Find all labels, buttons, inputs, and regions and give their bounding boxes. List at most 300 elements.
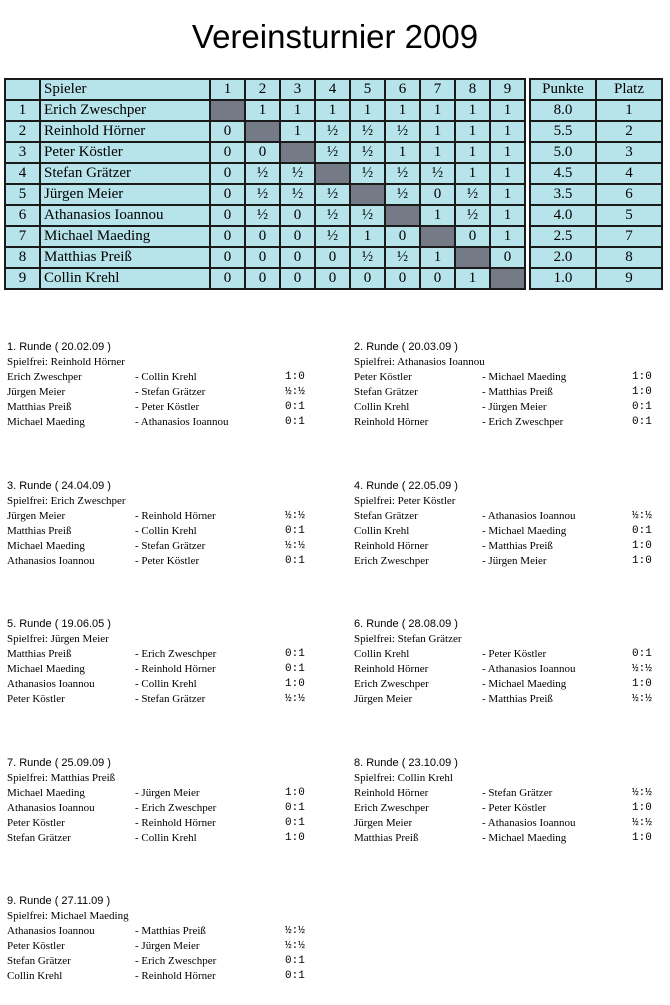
player-name: Reinhold Hörner xyxy=(40,121,210,142)
white-player: Erich Zweschper xyxy=(7,371,82,383)
result-cell: ½ xyxy=(245,205,280,226)
result-cell: 1 xyxy=(245,100,280,121)
game-result: 1:0 xyxy=(632,554,652,567)
header-col-4: 4 xyxy=(315,79,350,100)
table-row xyxy=(5,247,662,268)
result-cell: ½ xyxy=(455,184,490,205)
player-name: Stefan Grätzer xyxy=(40,163,210,184)
black-player: - Collin Krehl xyxy=(135,831,197,844)
black-player: - Michael Maeding xyxy=(482,371,567,383)
white-player: Athanasios Ioannou xyxy=(7,801,95,814)
game-row xyxy=(7,787,307,802)
black-player: - Matthias Preiß xyxy=(135,925,206,937)
game-row xyxy=(7,925,307,940)
round-bye: Spielfrei: Matthias Preiß xyxy=(7,771,116,784)
diagonal-cell xyxy=(210,100,245,121)
game-result: ½:½ xyxy=(285,509,305,522)
result-cell: ½ xyxy=(350,121,385,142)
result-cell: 1 xyxy=(420,142,455,163)
game-result: 0:1 xyxy=(285,554,305,567)
points-cell: 4.5 xyxy=(530,163,596,184)
game-row xyxy=(354,663,654,678)
result-cell: 1 xyxy=(490,205,525,226)
game-row xyxy=(7,940,307,955)
round-header: 4. Runde ( 22.05.09 ) xyxy=(354,479,458,492)
black-player: - Michael Maeding xyxy=(482,524,567,537)
result-cell: 1 xyxy=(350,226,385,247)
round-bye: Spielfrei: Michael Maeding xyxy=(7,910,129,922)
white-player: Reinhold Hörner xyxy=(354,539,429,552)
table-row xyxy=(5,100,662,121)
header-col-2: 2 xyxy=(245,79,280,100)
game-row xyxy=(7,678,307,693)
game-result: 0:1 xyxy=(285,648,305,660)
result-cell: 0 xyxy=(280,268,315,289)
result-cell: 0 xyxy=(420,268,455,289)
header-punkte: Punkte xyxy=(530,79,596,100)
game-row xyxy=(354,401,654,416)
game-result: 0:1 xyxy=(632,401,652,413)
black-player: - Matthias Preiß xyxy=(482,693,553,705)
black-player: - Erich Zweschper xyxy=(135,955,217,967)
white-player: Stefan Grätzer xyxy=(7,831,71,844)
game-row xyxy=(7,817,307,832)
black-player: - Reinhold Hörner xyxy=(135,970,216,982)
game-result: 0:1 xyxy=(632,416,652,428)
result-cell: 1 xyxy=(385,142,420,163)
table-row xyxy=(5,121,662,142)
black-player: - Reinhold Hörner xyxy=(135,663,216,675)
white-player: Jürgen Meier xyxy=(7,386,66,398)
black-player: - Stefan Grätzer xyxy=(135,693,206,705)
result-cell: ½ xyxy=(455,205,490,226)
points-cell: 2.5 xyxy=(530,226,596,247)
round-header: 3. Runde ( 24.04.09 ) xyxy=(7,479,111,492)
result-cell: 0 xyxy=(455,226,490,247)
black-player: - Matthias Preiß xyxy=(482,386,553,398)
header-nr-cell xyxy=(5,79,40,100)
round-bye: Spielfrei: Stefan Grätzer xyxy=(354,633,462,645)
round-bye: Spielfrei: Athanasios Ioannou xyxy=(354,356,485,368)
game-row xyxy=(7,955,307,970)
game-result: 0:1 xyxy=(285,416,305,428)
black-player: - Jürgen Meier xyxy=(482,401,547,413)
result-cell: 1 xyxy=(420,247,455,268)
result-cell: ½ xyxy=(350,163,385,184)
white-player: Collin Krehl xyxy=(354,524,410,537)
black-player: - Jürgen Meier xyxy=(135,940,200,952)
result-cell: 0 xyxy=(210,121,245,142)
game-result: 1:0 xyxy=(632,386,652,398)
diagonal-cell xyxy=(490,268,525,289)
white-player: Reinhold Hörner xyxy=(354,663,429,675)
game-row xyxy=(7,648,307,663)
result-cell: 1 xyxy=(315,100,350,121)
result-cell: 0 xyxy=(245,268,280,289)
black-player: - Peter Köstler xyxy=(135,401,200,413)
result-cell: 1 xyxy=(490,184,525,205)
player-number: 1 xyxy=(5,100,40,121)
diagonal-cell xyxy=(280,142,315,163)
white-player: Peter Köstler xyxy=(7,816,65,829)
game-result: 1:0 xyxy=(632,678,652,690)
round-header: 1. Runde ( 20.02.09 ) xyxy=(7,341,111,353)
player-name: Jürgen Meier xyxy=(40,184,210,205)
game-result: 0:1 xyxy=(285,970,305,982)
rank-cell: 9 xyxy=(596,268,662,289)
white-player: Matthias Preiß xyxy=(7,524,72,537)
game-row xyxy=(354,832,654,847)
game-result: ½:½ xyxy=(632,693,652,705)
game-result: ½:½ xyxy=(285,693,305,705)
white-player: Jürgen Meier xyxy=(7,509,66,522)
result-cell: 1 xyxy=(490,226,525,247)
game-row xyxy=(354,678,654,693)
header-col-7: 7 xyxy=(420,79,455,100)
round-bye: Spielfrei: Erich Zweschper xyxy=(7,494,126,507)
white-player: Jürgen Meier xyxy=(354,693,413,705)
game-result: ½:½ xyxy=(632,509,652,522)
round-header: 7. Runde ( 25.09.09 ) xyxy=(7,756,111,769)
diagonal-cell xyxy=(315,163,350,184)
game-row xyxy=(7,555,307,570)
result-cell: ½ xyxy=(315,142,350,163)
white-player: Stefan Grätzer xyxy=(354,386,418,398)
game-row xyxy=(354,386,654,401)
black-player: - Jürgen Meier xyxy=(482,554,547,567)
result-cell: 0 xyxy=(420,184,455,205)
result-cell: 0 xyxy=(385,268,420,289)
white-player: Erich Zweschper xyxy=(354,554,429,567)
game-row xyxy=(7,525,307,540)
result-cell: 0 xyxy=(210,163,245,184)
black-player: - Erich Zweschper xyxy=(482,416,564,428)
points-cell: 5.5 xyxy=(530,121,596,142)
result-cell: 0 xyxy=(280,226,315,247)
player-number: 9 xyxy=(5,268,40,289)
game-result: ½:½ xyxy=(632,816,652,829)
result-cell: ½ xyxy=(315,121,350,142)
result-cell: 1 xyxy=(455,100,490,121)
player-name: Erich Zweschper xyxy=(40,100,210,121)
result-cell: 1 xyxy=(420,121,455,142)
black-player: - Michael Maeding xyxy=(482,678,567,690)
white-player: Matthias Preiß xyxy=(7,401,72,413)
game-row xyxy=(354,525,654,540)
white-player: Reinhold Hörner xyxy=(354,416,429,428)
result-cell: ½ xyxy=(350,142,385,163)
game-row xyxy=(354,648,654,663)
round-bye: Spielfrei: Jürgen Meier xyxy=(7,633,109,645)
white-player: Michael Maeding xyxy=(7,663,85,675)
table-row xyxy=(5,268,662,289)
black-player: - Collin Krehl xyxy=(135,678,197,690)
result-cell: ½ xyxy=(280,184,315,205)
result-cell: 1 xyxy=(490,142,525,163)
player-number: 6 xyxy=(5,205,40,226)
round-header: 6. Runde ( 28.08.09 ) xyxy=(354,618,458,630)
result-cell: ½ xyxy=(385,184,420,205)
game-result: 1:0 xyxy=(632,371,652,383)
black-player: - Collin Krehl xyxy=(135,371,197,383)
points-cell: 1.0 xyxy=(530,268,596,289)
round-header: 9. Runde ( 27.11.09 ) xyxy=(7,895,111,907)
white-player: Michael Maeding xyxy=(7,786,85,799)
result-cell: 0 xyxy=(315,247,350,268)
game-result: 1:0 xyxy=(632,539,652,552)
black-player: - Reinhold Hörner xyxy=(135,816,216,829)
result-cell: ½ xyxy=(315,226,350,247)
black-player: - Erich Zweschper xyxy=(135,648,217,660)
table-row xyxy=(5,205,662,226)
result-cell: 0 xyxy=(280,205,315,226)
game-row xyxy=(354,540,654,555)
result-cell: 0 xyxy=(350,268,385,289)
white-player: Erich Zweschper xyxy=(354,678,429,690)
black-player: - Athanasios Ioannou xyxy=(135,416,229,428)
game-row xyxy=(7,663,307,678)
result-cell: 1 xyxy=(455,163,490,184)
white-player: Peter Köstler xyxy=(7,693,65,705)
game-result: 1:0 xyxy=(632,831,652,844)
game-result: ½:½ xyxy=(285,386,305,398)
game-row xyxy=(354,510,654,525)
game-row xyxy=(354,802,654,817)
table-row xyxy=(5,184,662,205)
game-row xyxy=(7,693,307,708)
white-player: Jürgen Meier xyxy=(354,816,413,829)
result-cell: 1 xyxy=(280,100,315,121)
black-player: - Peter Köstler xyxy=(482,801,547,814)
result-cell: ½ xyxy=(350,205,385,226)
white-player: Peter Köstler xyxy=(7,940,65,952)
black-player: - Matthias Preiß xyxy=(482,539,553,552)
result-cell: 0 xyxy=(280,247,315,268)
game-result: 0:1 xyxy=(632,524,652,537)
result-cell: 1 xyxy=(490,163,525,184)
game-result: 1:0 xyxy=(285,678,305,690)
game-row xyxy=(354,416,654,431)
header-col-8: 8 xyxy=(455,79,490,100)
result-cell: 0 xyxy=(245,142,280,163)
game-row xyxy=(7,832,307,847)
round-bye: Spielfrei: Collin Krehl xyxy=(354,771,453,784)
white-player: Collin Krehl xyxy=(7,970,63,982)
rank-cell: 4 xyxy=(596,163,662,184)
player-number: 3 xyxy=(5,142,40,163)
white-player: Reinhold Hörner xyxy=(354,786,429,799)
points-cell: 5.0 xyxy=(530,142,596,163)
header-col-5: 5 xyxy=(350,79,385,100)
result-cell: ½ xyxy=(350,247,385,268)
black-player: - Michael Maeding xyxy=(482,831,567,844)
result-cell: ½ xyxy=(385,163,420,184)
player-name: Michael Maeding xyxy=(40,226,210,247)
round-bye: Spielfrei: Reinhold Hörner xyxy=(7,356,125,368)
game-row xyxy=(354,371,654,386)
result-cell: 1 xyxy=(490,121,525,142)
result-cell: 0 xyxy=(385,226,420,247)
rank-cell: 3 xyxy=(596,142,662,163)
player-number: 7 xyxy=(5,226,40,247)
diagonal-cell xyxy=(245,121,280,142)
game-result: ½:½ xyxy=(632,786,652,799)
game-row xyxy=(7,416,307,431)
rank-cell: 1 xyxy=(596,100,662,121)
result-cell: ½ xyxy=(420,163,455,184)
rank-cell: 2 xyxy=(596,121,662,142)
player-name: Athanasios Ioannou xyxy=(40,205,210,226)
rank-cell: 8 xyxy=(596,247,662,268)
black-player: - Jürgen Meier xyxy=(135,786,200,799)
player-name: Matthias Preiß xyxy=(40,247,210,268)
points-cell: 4.0 xyxy=(530,205,596,226)
result-cell: 1 xyxy=(420,100,455,121)
result-cell: 0 xyxy=(210,268,245,289)
white-player: Peter Köstler xyxy=(354,371,412,383)
result-cell: 1 xyxy=(420,205,455,226)
black-player: - Reinhold Hörner xyxy=(135,509,216,522)
game-result: 0:1 xyxy=(285,663,305,675)
game-result: 1:0 xyxy=(285,786,305,799)
result-cell: ½ xyxy=(245,163,280,184)
result-cell: ½ xyxy=(280,163,315,184)
black-player: - Athanasios Ioannou xyxy=(482,663,576,675)
black-player: - Athanasios Ioannou xyxy=(482,509,576,522)
game-result: 0:1 xyxy=(285,955,305,967)
black-player: - Stefan Grätzer xyxy=(135,386,206,398)
result-cell: 0 xyxy=(210,247,245,268)
player-name: Collin Krehl xyxy=(40,268,210,289)
game-result: ½:½ xyxy=(285,539,305,552)
round-header: 8. Runde ( 23.10.09 ) xyxy=(354,756,458,769)
game-row xyxy=(354,693,654,708)
crosstable-header-row xyxy=(5,79,662,100)
game-result: 1:0 xyxy=(632,801,652,814)
black-player: - Stefan Grätzer xyxy=(135,539,206,552)
result-cell: 1 xyxy=(455,142,490,163)
white-player: Athanasios Ioannou xyxy=(7,554,95,567)
result-cell: ½ xyxy=(245,184,280,205)
game-row xyxy=(354,555,654,570)
white-player: Michael Maeding xyxy=(7,416,85,428)
white-player: Matthias Preiß xyxy=(7,648,72,660)
game-result: ½:½ xyxy=(285,925,305,937)
black-player: - Peter Köstler xyxy=(135,554,200,567)
game-result: 0:1 xyxy=(285,401,305,413)
result-cell: 1 xyxy=(455,121,490,142)
game-result: 1:0 xyxy=(285,831,305,844)
result-cell: 0 xyxy=(490,247,525,268)
header-col-3: 3 xyxy=(280,79,315,100)
result-cell: 1 xyxy=(490,100,525,121)
table-row xyxy=(5,163,662,184)
result-cell: 1 xyxy=(280,121,315,142)
points-cell: 8.0 xyxy=(530,100,596,121)
game-row xyxy=(354,817,654,832)
black-player: - Peter Köstler xyxy=(482,648,547,660)
result-cell: ½ xyxy=(315,205,350,226)
table-row xyxy=(5,226,662,247)
game-result: 1:0 xyxy=(285,371,305,383)
round-header: 5. Runde ( 19.06.05 ) xyxy=(7,618,111,630)
white-player: Collin Krehl xyxy=(354,401,410,413)
table-row xyxy=(5,142,662,163)
white-player: Stefan Grätzer xyxy=(354,509,418,522)
result-cell: 1 xyxy=(350,100,385,121)
crosstable xyxy=(4,78,663,290)
result-cell: 0 xyxy=(210,184,245,205)
result-cell: ½ xyxy=(315,184,350,205)
result-cell: 1 xyxy=(385,100,420,121)
game-row xyxy=(354,787,654,802)
result-cell: 0 xyxy=(210,142,245,163)
round-bye: Spielfrei: Peter Köstler xyxy=(354,494,456,507)
header-col-1: 1 xyxy=(210,79,245,100)
white-player: Erich Zweschper xyxy=(354,801,429,814)
rank-cell: 6 xyxy=(596,184,662,205)
game-result: 0:1 xyxy=(285,801,305,814)
game-row xyxy=(7,970,307,985)
game-result: 0:1 xyxy=(285,816,305,829)
points-cell: 2.0 xyxy=(530,247,596,268)
player-number: 5 xyxy=(5,184,40,205)
diagonal-cell xyxy=(455,247,490,268)
game-result: ½:½ xyxy=(285,940,305,952)
black-player: - Collin Krehl xyxy=(135,524,197,537)
player-name: Peter Köstler xyxy=(40,142,210,163)
game-row xyxy=(7,802,307,817)
page-title: Vereinsturnier 2009 xyxy=(191,18,479,55)
header-col-9: 9 xyxy=(490,79,525,100)
result-cell: 0 xyxy=(245,247,280,268)
points-cell: 3.5 xyxy=(530,184,596,205)
player-number: 8 xyxy=(5,247,40,268)
player-number: 2 xyxy=(5,121,40,142)
white-player: Michael Maeding xyxy=(7,539,85,552)
game-row xyxy=(7,386,307,401)
game-result: 0:1 xyxy=(285,524,305,537)
white-player: Stefan Grätzer xyxy=(7,955,71,967)
result-cell: 0 xyxy=(210,205,245,226)
game-row xyxy=(7,540,307,555)
game-row xyxy=(7,371,307,386)
result-cell: 0 xyxy=(210,226,245,247)
black-player: - Athanasios Ioannou xyxy=(482,816,576,829)
white-player: Collin Krehl xyxy=(354,648,410,660)
player-number: 4 xyxy=(5,163,40,184)
game-result: ½:½ xyxy=(632,663,652,675)
result-cell: 0 xyxy=(245,226,280,247)
white-player: Matthias Preiß xyxy=(354,831,419,844)
diagonal-cell xyxy=(420,226,455,247)
diagonal-cell xyxy=(385,205,420,226)
result-cell: 0 xyxy=(315,268,350,289)
header-platz: Platz xyxy=(596,79,662,100)
diagonal-cell xyxy=(350,184,385,205)
game-row xyxy=(7,510,307,525)
game-result: 0:1 xyxy=(632,648,652,660)
black-player: - Erich Zweschper xyxy=(135,801,217,814)
result-cell: ½ xyxy=(385,247,420,268)
header-spieler: Spieler xyxy=(40,79,210,100)
result-cell: 1 xyxy=(455,268,490,289)
header-col-6: 6 xyxy=(385,79,420,100)
rank-cell: 5 xyxy=(596,205,662,226)
game-row xyxy=(7,401,307,416)
black-player: - Stefan Grätzer xyxy=(482,786,553,799)
result-cell: ½ xyxy=(385,121,420,142)
